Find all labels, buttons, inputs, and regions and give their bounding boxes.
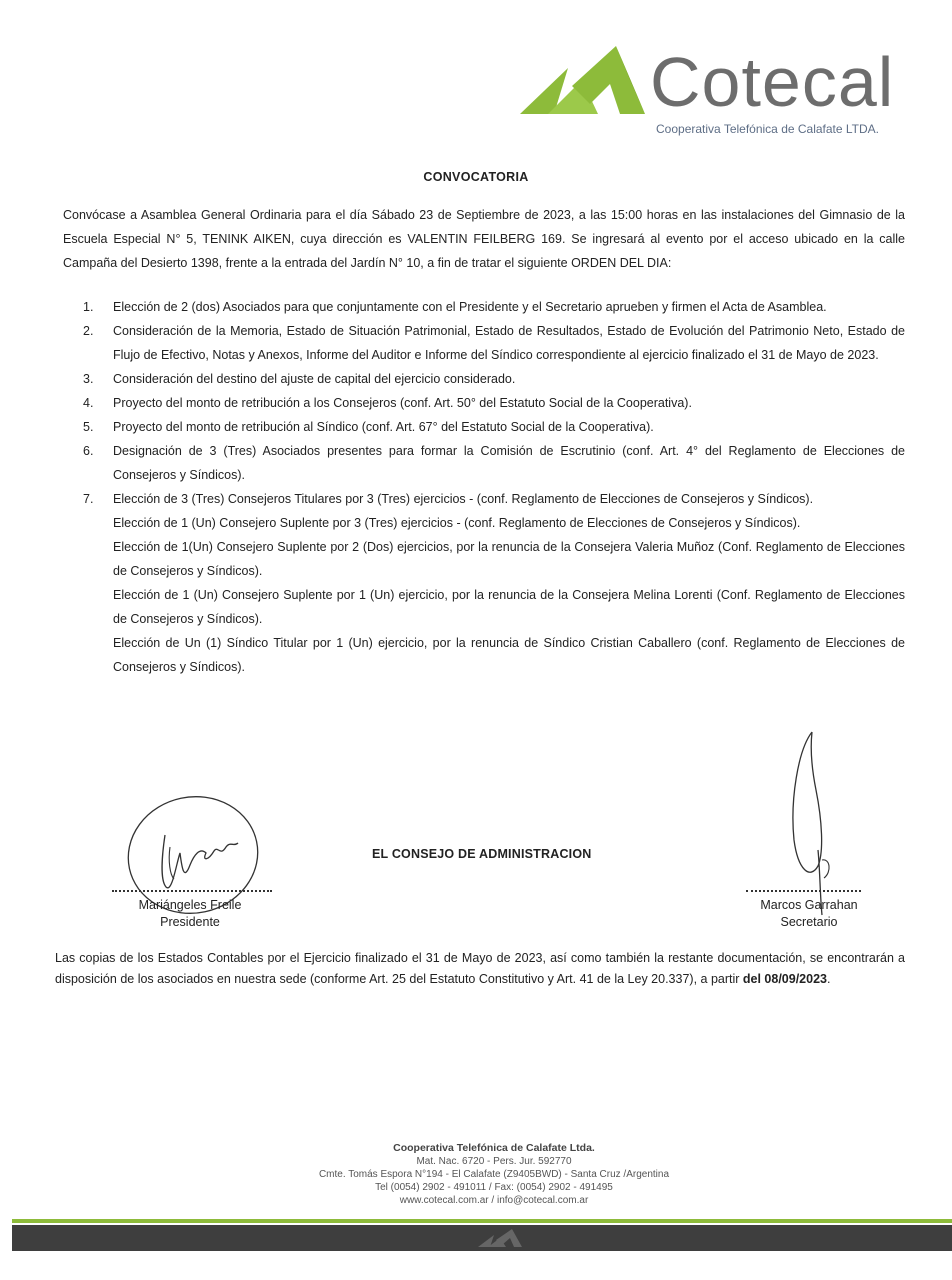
signature-line-right <box>746 890 861 892</box>
agenda-item-text: Proyecto del monto de retribución a los Consejeros (conf. Art. 50° del Estatuto Social de la Cooperativa). <box>113 396 692 410</box>
agenda-item <box>75 391 905 415</box>
agenda-item-text: Elección de 1(Un) Consejero Suplente por 2 (Dos) ejercicios, por la renuncia de la Consejera Valeria Muñoz (Conf. Reglamento de Elecciones de Consejeros y Síndicos). <box>113 540 905 578</box>
footer-registration: Mat. Nac. 6720 - Pers. Jur. 592770 <box>416 1156 572 1167</box>
agenda-item-number: 2. <box>83 324 94 338</box>
agenda-item-number: 4. <box>83 396 94 410</box>
secretary-name: Marcos Garrahan <box>760 898 858 912</box>
signature-president <box>110 795 285 940</box>
agenda-item-number: 5. <box>83 420 94 434</box>
agenda-item <box>75 439 905 487</box>
agenda-item-number: 6. <box>83 444 94 458</box>
note-text: Las copias de los Estados Contables por el Ejercicio finalizado el 31 de Mayo de 2023, así como también la restante documentación, se encontrarán a disposición de los asociados en nuestra sede (conforme Art. 25 del Estatuto Constitutivo y Art. 41 de la Ley 20.337), a partir <box>55 951 905 986</box>
agenda-item-text: Elección de Un (1) Síndico Titular por 1 (Un) ejercicio, por la renuncia de Síndico Cristian Caballero (conf. Reglamento de Elecciones de Consejeros y Síndicos). <box>113 636 905 674</box>
agenda-item-text: Elección de 1 (Un) Consejero Suplente por 3 (Tres) ejercicios - (conf. Reglamento de Elecciones de Consejeros y Síndicos). <box>113 516 801 530</box>
agenda-item-text: Consideración del destino del ajuste de capital del ejercicio considerado. <box>113 372 516 386</box>
agenda-item-text: Elección de 2 (dos) Asociados para que conjuntamente con el Presidente y el Secretario aprueben y firmen el Acta de Asamblea. <box>113 300 827 314</box>
secretary-role: Secretario <box>780 915 838 929</box>
documents-note <box>55 948 905 990</box>
footer-green-bar <box>12 1219 952 1223</box>
president-name: Mariángeles Freile <box>138 898 242 912</box>
signature-line-left <box>112 890 272 892</box>
note-date: del 08/09/2023 <box>742 972 827 986</box>
council-heading: EL CONSEJO DE ADMINISTRACION <box>372 847 592 861</box>
agenda-item-text: Consideración de la Memoria, Estado de Situación Patrimonial, Estado de Resultados, Estado de Evolución del Patrimonio Neto, Estado de Flujo de Efectivo, Notas y Anexos, Informe del Auditor e Informe del Síndico correspondiente al ejercicio finalizado el 31 de Mayo de 2023. <box>113 324 905 362</box>
logo-wordmark: Cotecal <box>650 43 895 121</box>
agenda-item-number: 3. <box>83 372 94 386</box>
agenda-item-text: Elección de 3 (Tres) Consejeros Titulares por 3 (Tres) ejercicios - (conf. Reglamento de Elecciones de Consejeros y Síndicos). <box>113 492 814 506</box>
logo-subtitle: Cooperativa Telefónica de Calafate LTDA. <box>656 122 880 136</box>
footer-logo-watermark-icon <box>478 1229 522 1247</box>
agenda-item <box>75 319 905 367</box>
cotecal-mountain-logo-icon <box>520 46 645 114</box>
agenda-item <box>75 415 905 439</box>
president-role: Presidente <box>160 915 220 929</box>
agenda-item <box>75 487 905 679</box>
footer-contact <box>0 1142 952 1207</box>
agenda-list <box>75 295 905 679</box>
footer-address: Cmte. Tomás Espora N°194 - El Calafate (Z9405BWD) - Santa Cruz /Argentina <box>318 1169 670 1180</box>
document-title: CONVOCATORIA <box>423 170 529 184</box>
note-end: . <box>827 972 831 986</box>
footer-web: www.cotecal.com.ar / info@cotecal.com.ar <box>399 1195 589 1206</box>
agenda-item-number: 7. <box>83 492 94 506</box>
agenda-item-text: Proyecto del monto de retribución al Síndico (conf. Art. 67° del Estatuto Social de la Cooperativa). <box>113 420 654 434</box>
footer-company-name: Cooperativa Telefónica de Calafate Ltda. <box>393 1142 595 1154</box>
agenda-item-text: Elección de 1 (Un) Consejero Suplente por 1 (Un) ejercicio, por la renuncia de la Consejera Melina Lorenti (Conf. Reglamento de Elecciones de Consejeros y Síndicos). <box>113 588 905 626</box>
company-logo <box>520 40 900 140</box>
agenda-item <box>75 295 905 319</box>
agenda-item <box>75 367 905 391</box>
intro-paragraph: Convócase a Asamblea General Ordinaria para el día Sábado 23 de Septiembre de 2023, a las 15:00 horas en las instalaciones del Gimnasio de la Escuela Especial N° 5, TENINK AIKEN, cuya dirección es VALENTIN FEILBERG 169. Se ingresará al evento por el acceso ubicado en la calle Campaña del Desierto 1398, frente a la entrada del Jardín N° 10, a fin de tratar el siguiente ORDEN DEL DIA: <box>63 208 905 270</box>
signature-secretary <box>740 730 890 935</box>
agenda-item-text: Designación de 3 (Tres) Asociados presentes para formar la Comisión de Escrutinio (conf. Art. 4° del Reglamento de Elecciones de Consejeros y Síndicos). <box>113 444 905 482</box>
agenda-item-number: 1. <box>83 300 94 314</box>
footer-phone: Tel (0054) 2902 - 491011 / Fax: (0054) 2902 - 491495 <box>375 1182 613 1193</box>
